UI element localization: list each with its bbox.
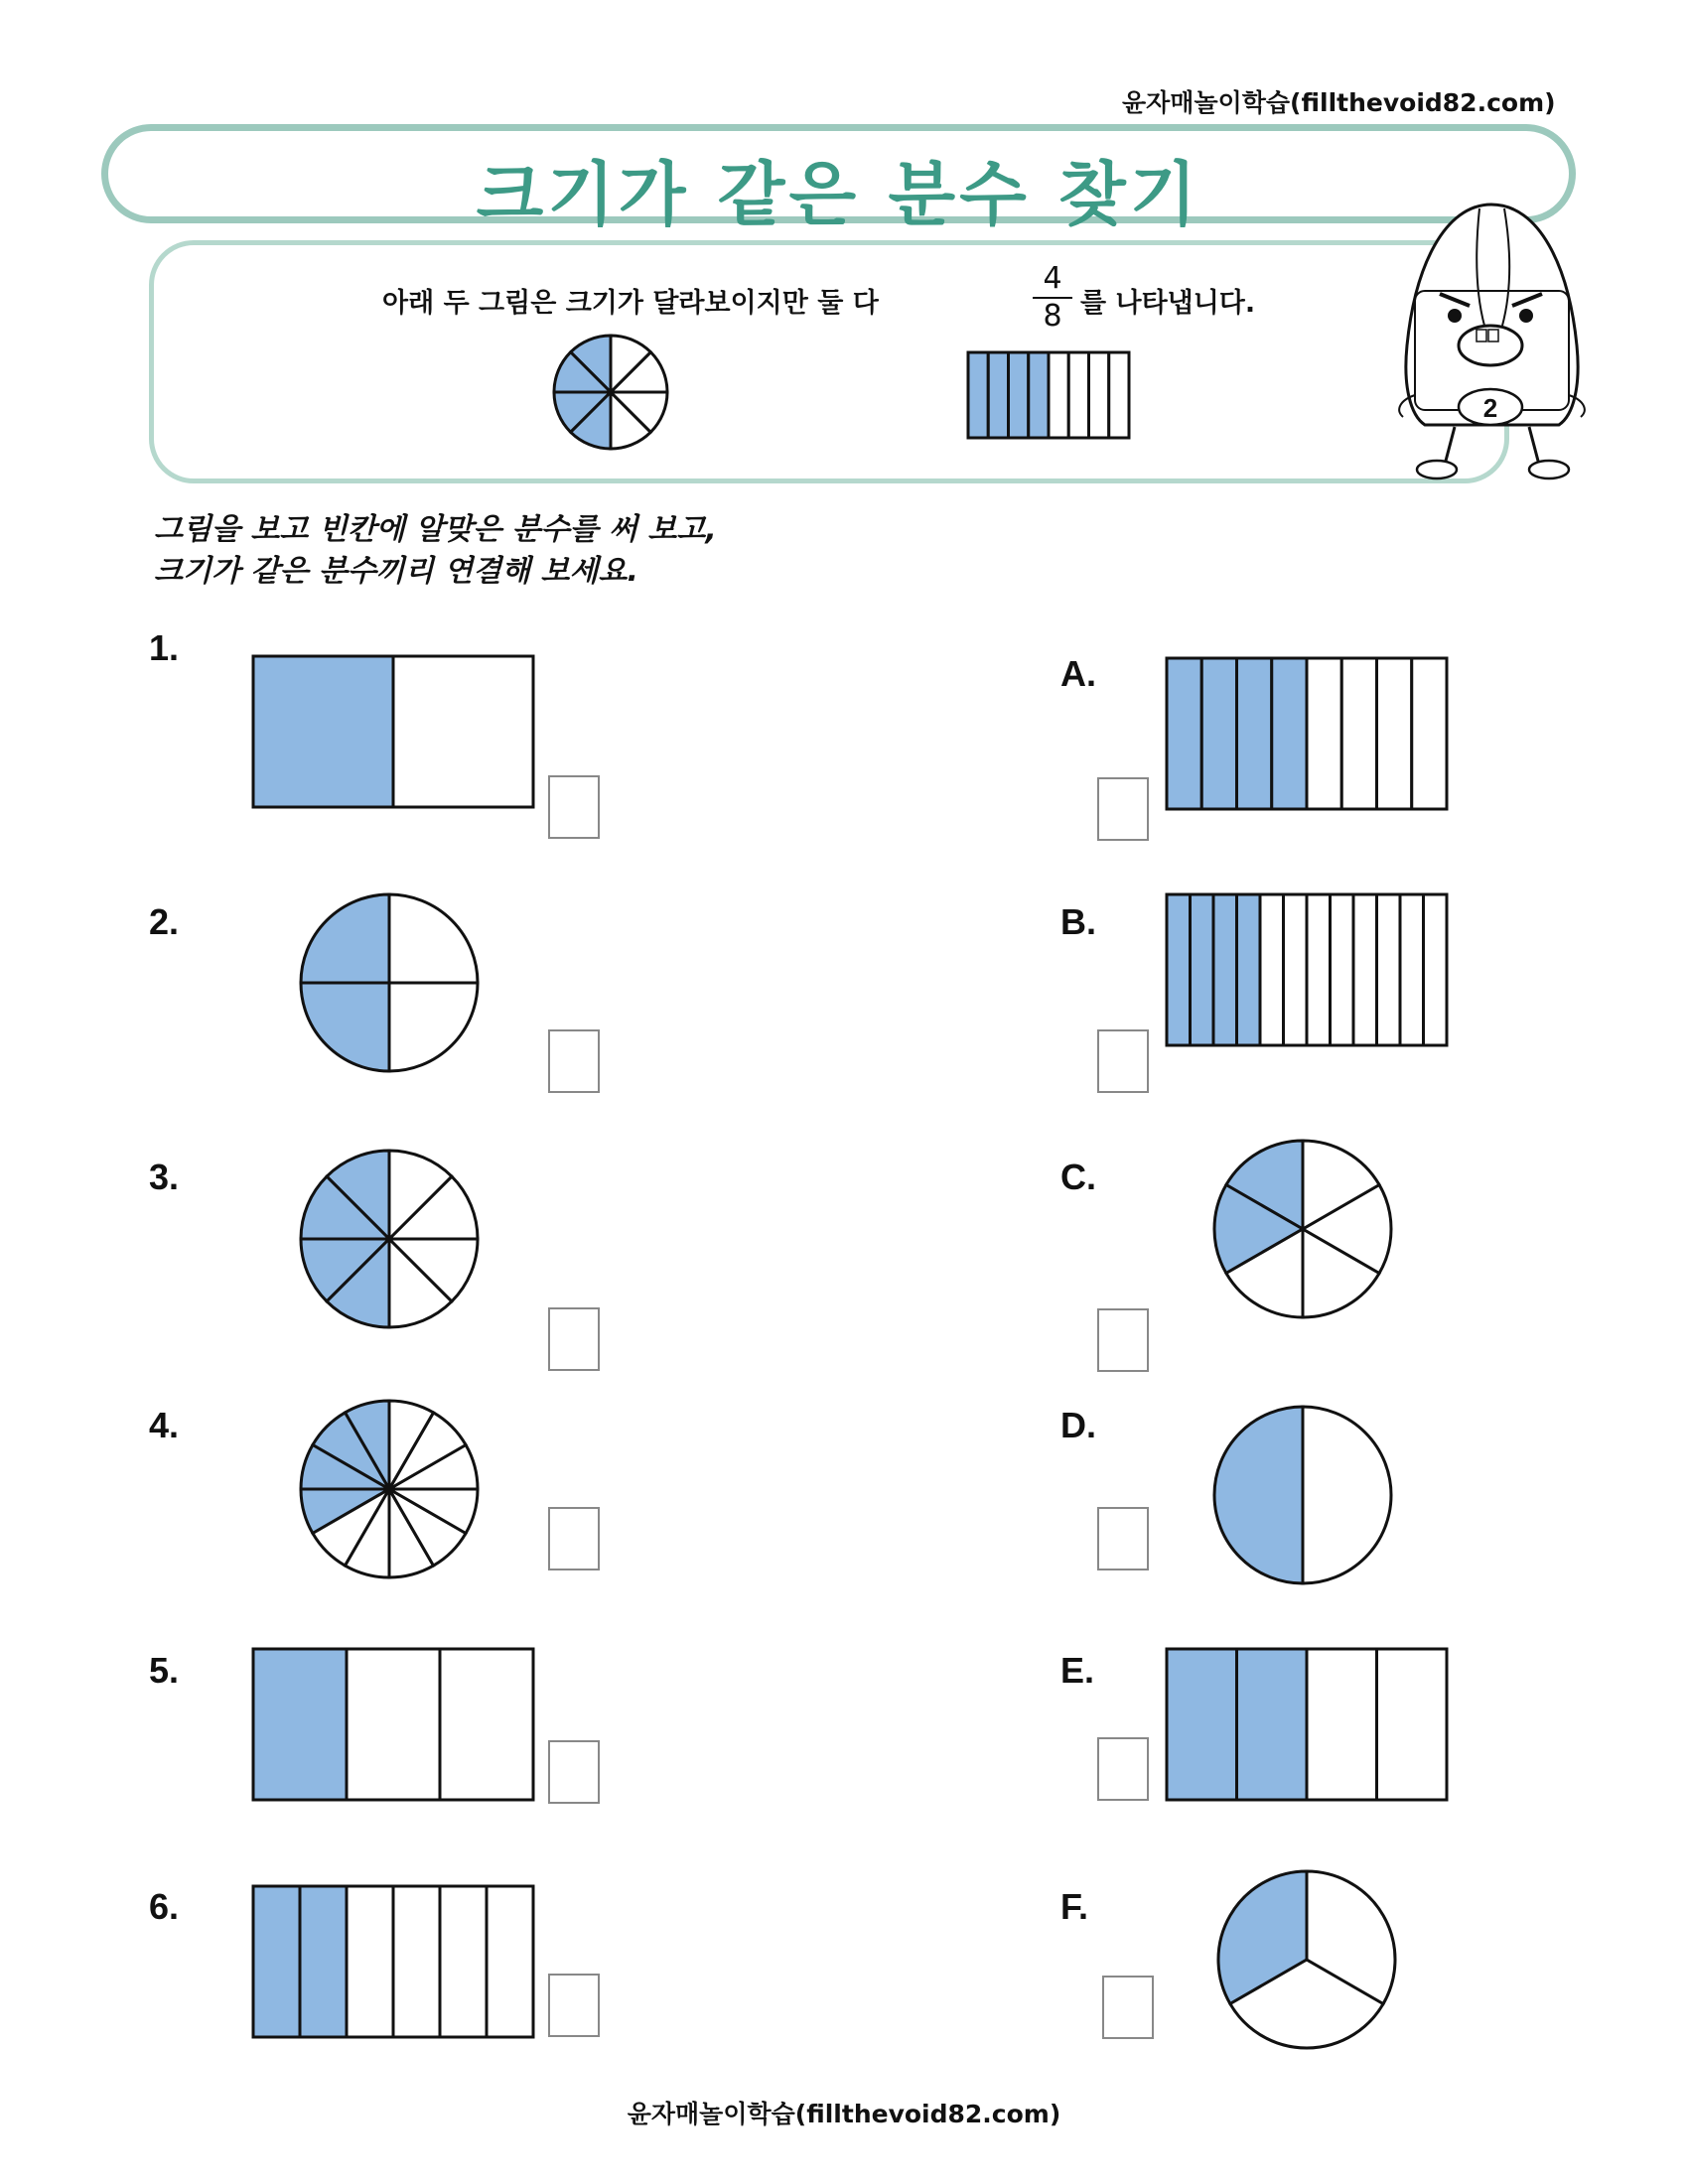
fraction-slice [389, 983, 478, 1071]
item-label-E: E. [1060, 1650, 1095, 1691]
fraction-part [1377, 658, 1412, 809]
fraction-part [1284, 894, 1308, 1045]
fraction-part [1009, 352, 1029, 438]
figure-left-2 [298, 891, 481, 1074]
fraction-part [347, 1649, 440, 1800]
answer-box-3[interactable] [548, 1307, 600, 1371]
fraction-part [393, 656, 533, 807]
intro-denominator: 8 [1043, 299, 1062, 334]
page-title: 크기가 같은 분수 찾기 [476, 154, 1201, 235]
answer-box-F[interactable] [1102, 1976, 1154, 2039]
fraction-part [1331, 894, 1354, 1045]
item-label-6: 6. [149, 1886, 180, 1927]
fraction-part [1272, 658, 1307, 809]
fraction-part [1377, 1649, 1448, 1800]
fraction-slice [301, 983, 389, 1071]
figure-right-C [1211, 1138, 1394, 1320]
item-label-A: A. [1060, 653, 1096, 694]
fraction-slice [1303, 1407, 1391, 1583]
figure-left-4 [298, 1398, 481, 1580]
answer-box-D[interactable] [1097, 1507, 1149, 1570]
figure-right-D [1211, 1404, 1394, 1586]
fraction-part [487, 1886, 533, 2037]
fraction-part [1167, 1649, 1237, 1800]
fraction-part [393, 1886, 440, 2037]
figure-left-6 [250, 1883, 536, 2040]
intro-fraction [1033, 261, 1072, 334]
fraction-slice [389, 894, 478, 983]
fraction-part [347, 1886, 393, 2037]
fraction-part [1068, 352, 1088, 438]
intro-circle-figure [551, 333, 670, 452]
item-label-C: C. [1060, 1157, 1096, 1197]
figure-left-1 [250, 653, 536, 810]
instruction-line-2: 크기가 같은 분수끼리 연결해 보세요. [154, 554, 638, 589]
fraction-part [253, 1886, 300, 2037]
fraction-part [1377, 894, 1401, 1045]
fraction-part [1049, 352, 1068, 438]
item-label-D: D. [1060, 1405, 1096, 1445]
fraction-part [253, 1649, 347, 1800]
fraction-part [1089, 352, 1109, 438]
title-banner [101, 124, 1576, 235]
instruction-line-1: 그림을 보고 빈칸에 알맞은 분수를 써 보고, [154, 512, 717, 547]
fraction-part [1400, 894, 1424, 1045]
fraction-slice [301, 894, 389, 983]
item-label-2: 2. [149, 901, 180, 942]
intro-text-after: 를 나타냅니다. [1080, 288, 1256, 319]
footer-site-label: 윤자매놀이학습(fillthevoid82.com) [627, 2100, 1061, 2128]
item-label-B: B. [1060, 901, 1096, 942]
intro-numerator: 4 [1043, 261, 1062, 296]
fraction-part [988, 352, 1008, 438]
fraction-part [1109, 352, 1129, 438]
fraction-part [440, 1886, 487, 2037]
figure-right-B [1164, 891, 1450, 1048]
fraction-part [1307, 658, 1341, 809]
answer-box-C[interactable] [1097, 1308, 1149, 1372]
item-label-5: 5. [149, 1650, 180, 1691]
item-label-3: 3. [149, 1157, 180, 1197]
fraction-part [1424, 894, 1448, 1045]
fraction-part [1167, 658, 1201, 809]
fraction-part [1260, 894, 1284, 1045]
answer-box-2[interactable] [548, 1029, 600, 1093]
fraction-part [968, 352, 988, 438]
fraction-part [1213, 894, 1237, 1045]
answer-box-1[interactable] [548, 775, 600, 839]
fraction-part [1307, 894, 1331, 1045]
answer-box-5[interactable] [548, 1740, 600, 1804]
answer-box-E[interactable] [1097, 1737, 1149, 1801]
figure-right-E [1164, 1646, 1450, 1803]
mascot-badge: 2 [1482, 393, 1498, 423]
intro-text-before: 아래 두 그림은 크기가 달라보이지만 둘 다 [382, 288, 879, 319]
item-label-4: 4. [149, 1405, 180, 1445]
mascot-character [1385, 197, 1599, 494]
figure-right-A [1164, 655, 1450, 812]
fraction-part [1029, 352, 1049, 438]
fraction-part [1237, 658, 1272, 809]
figure-right-F [1215, 1868, 1398, 2051]
figure-left-3 [298, 1148, 481, 1330]
fraction-part [1191, 894, 1214, 1045]
fraction-part [1237, 1649, 1308, 1800]
fraction-part [1307, 1649, 1377, 1800]
intro-box [149, 240, 1509, 483]
fraction-part [1412, 658, 1447, 809]
fraction-part [1237, 894, 1261, 1045]
figure-left-5 [250, 1646, 536, 1803]
header-site-label: 윤자매놀이학습(fillthevoid82.com) [1122, 88, 1556, 117]
intro-bar-figure [965, 349, 1132, 441]
fraction-part [440, 1649, 533, 1800]
fraction-part [1167, 894, 1191, 1045]
answer-box-A[interactable] [1097, 777, 1149, 841]
answer-box-6[interactable] [548, 1974, 600, 2037]
answer-box-4[interactable] [548, 1507, 600, 1570]
item-label-F: F. [1060, 1886, 1089, 1927]
fraction-part [1201, 658, 1236, 809]
fraction-part [1353, 894, 1377, 1045]
answer-box-B[interactable] [1097, 1029, 1149, 1093]
fraction-part [1341, 658, 1376, 809]
fraction-slice [1214, 1407, 1303, 1583]
fraction-part [300, 1886, 347, 2037]
fraction-part [253, 656, 393, 807]
item-label-1: 1. [149, 627, 180, 668]
